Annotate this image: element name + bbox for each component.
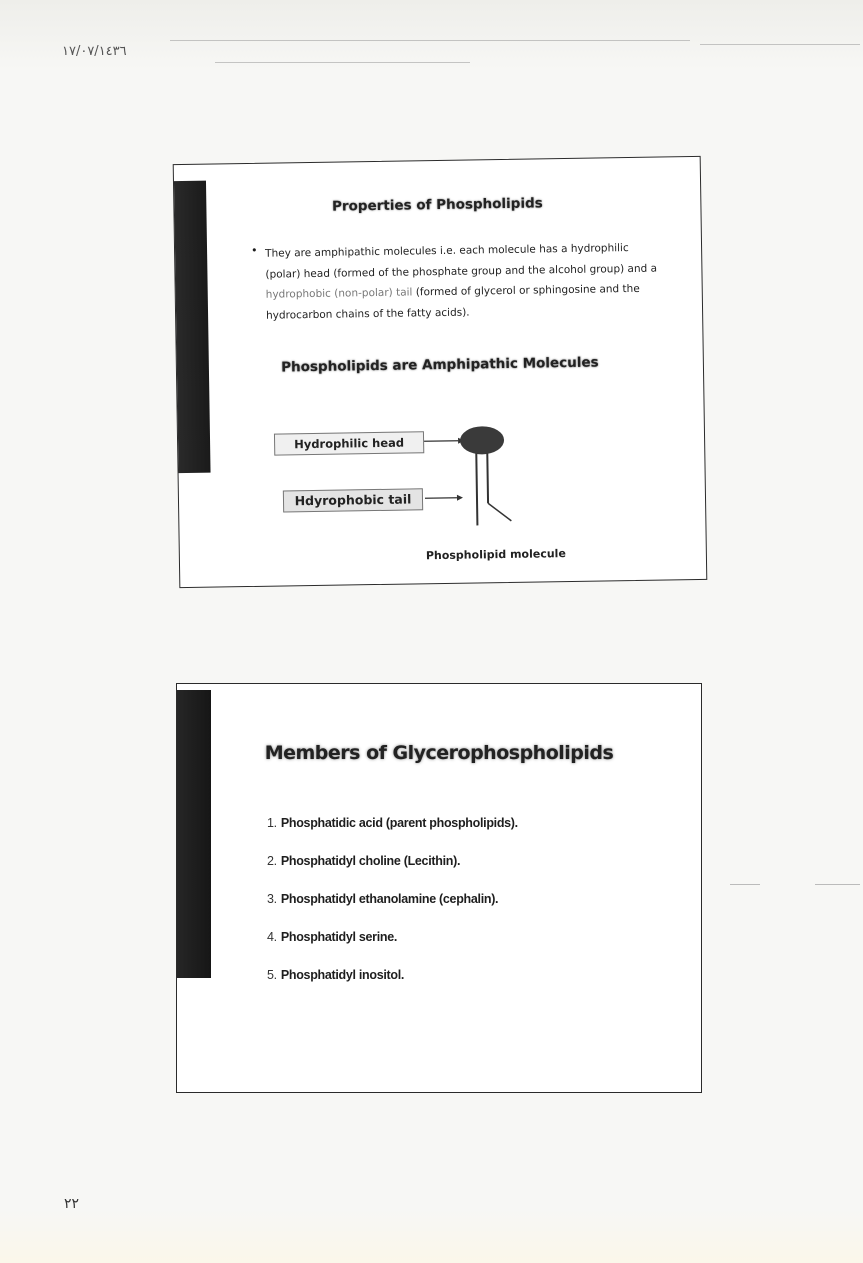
slide-subtitle: Phospholipids are Amphipathic Molecules [281, 354, 599, 376]
tail-arrowhead-icon [457, 495, 463, 501]
hydrophilic-head-label: Hydrophilic head [274, 431, 424, 455]
bullet-paragraph [265, 237, 666, 325]
hydrophobic-tail-label: Hdyrophobic tail [283, 488, 423, 512]
phospholipid-molecule-diagram [418, 414, 540, 536]
fatty-acid-kink-icon [488, 503, 511, 521]
list-item-number: 4. [267, 930, 277, 944]
fatty-acid-tail-icon [487, 453, 488, 503]
scan-bottom-edge [0, 1210, 863, 1263]
bullet-text-highlight: hydrophobic (non-polar) tail [265, 286, 413, 301]
list-item-number: 1. [267, 816, 277, 830]
polar-head-icon [460, 426, 504, 455]
list-item-number: 3. [267, 892, 277, 906]
scan-line [170, 40, 690, 41]
slide-title: Properties of Phospholipids [331, 195, 543, 215]
list-item [267, 880, 518, 918]
list-item-text: Phosphatidic acid (parent phospholipids). [280, 816, 518, 830]
scan-line [730, 884, 760, 885]
tail-arrow [425, 498, 457, 499]
slide-members-of-glycerophospholipids [176, 683, 702, 1093]
scan-line [215, 62, 470, 63]
list-item-text: Phosphatidyl serine. [280, 930, 398, 944]
list-item-number: 2. [267, 854, 277, 868]
list-item [267, 842, 518, 880]
list-item [267, 918, 518, 956]
list-item-text: Phosphatidyl ethanolamine (cephalin). [280, 892, 499, 906]
header-date: ١٧/٠٧/١٤٣٦ [62, 44, 127, 59]
head-arrow [424, 441, 458, 442]
scan-top-edge [0, 0, 863, 70]
slide-accent-bar [177, 690, 211, 978]
list-item-text: Phosphatidyl inositol. [280, 968, 405, 982]
list-item-number: 5. [267, 968, 277, 982]
list-item [267, 956, 518, 994]
bullet-text-part: They are amphipathic molecules i.e. each molecule has a hydrophilic (polar) head (formed of the phosphate group and the alcohol group) and a [265, 242, 658, 281]
bullet-text-part: (formed of glycerol or sphingosine and the hydrocarbon chains of the fatty acids). [265, 282, 640, 322]
slide-title: Members of Glycerophospholipids [264, 742, 614, 764]
slide-properties-of-phospholipids [173, 156, 708, 588]
scan-line [815, 884, 860, 885]
list-item-text: Phosphatidyl choline (Lecithin). [280, 854, 461, 868]
glycerophospholipid-list [267, 804, 518, 994]
fatty-acid-tail-icon [476, 453, 477, 525]
bullet-icon: • [250, 243, 258, 257]
slide-accent-bar [174, 181, 211, 473]
diagram-caption: Phospholipid molecule [425, 547, 566, 563]
page-number: ٢٢ [64, 1196, 80, 1212]
scan-line [700, 44, 860, 45]
list-item [267, 804, 518, 842]
